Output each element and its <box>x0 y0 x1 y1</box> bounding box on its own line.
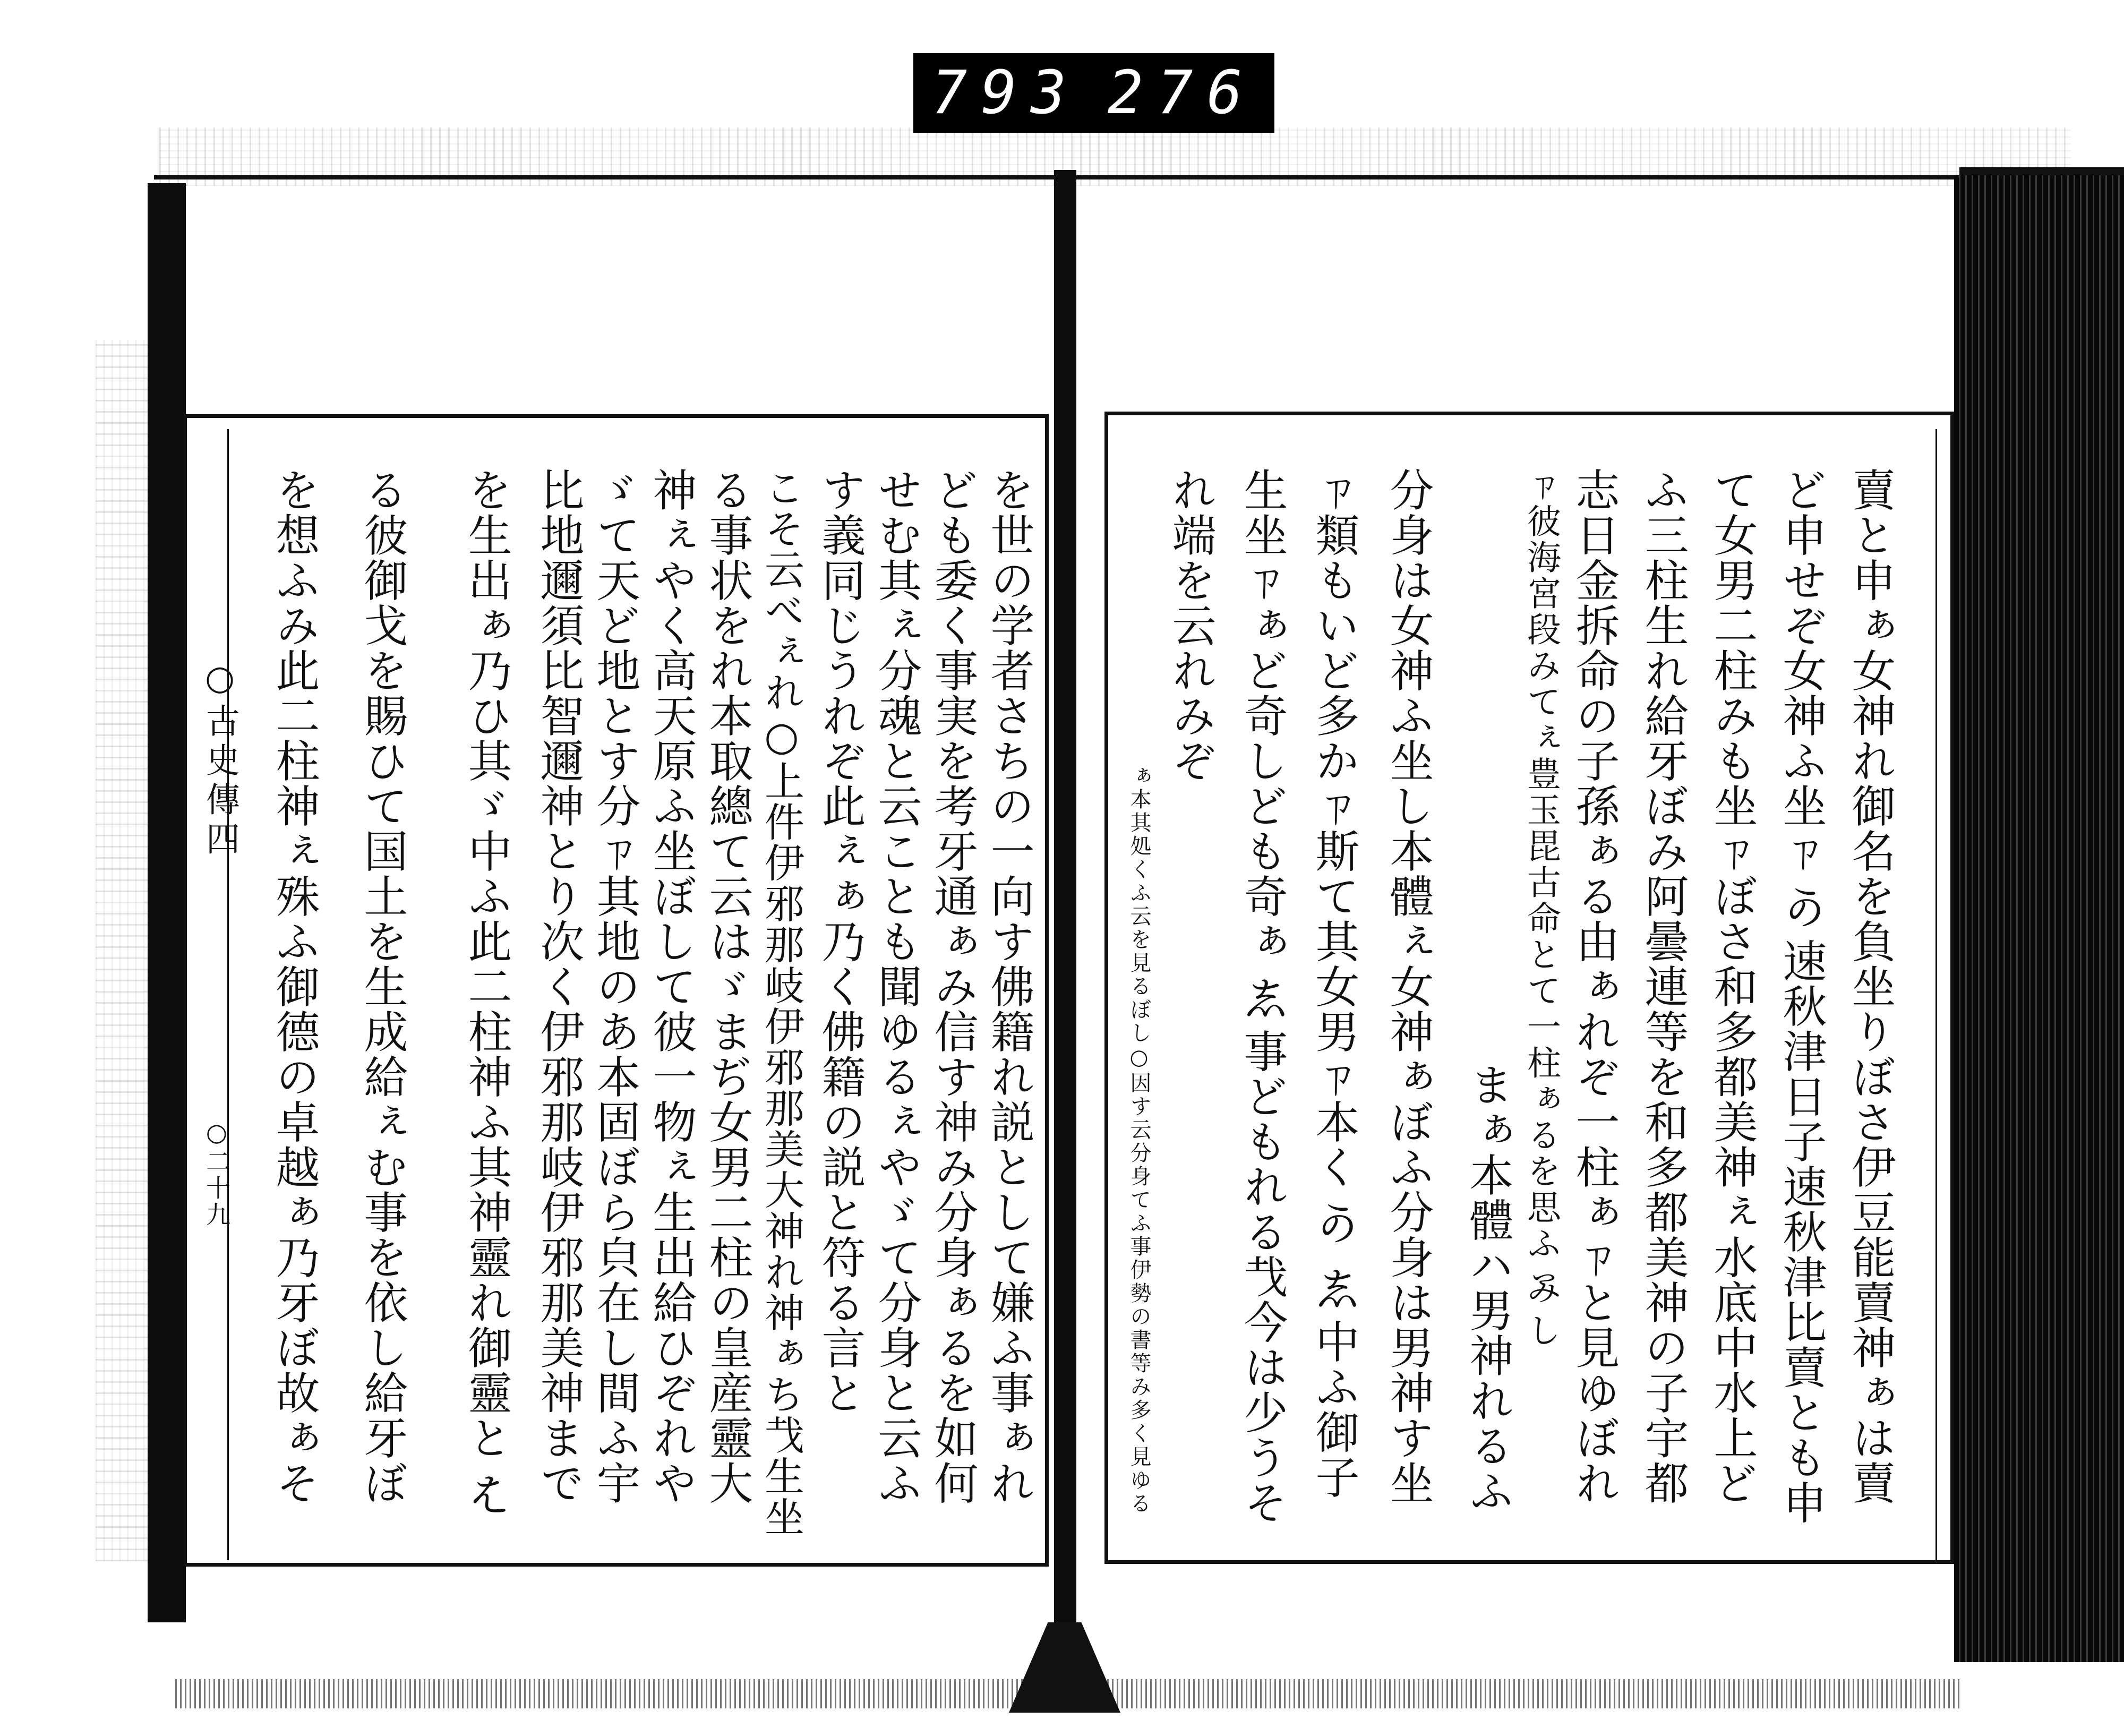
left-line-2: ども委く事実を考牙通ぁみ信す神み分身ぁるを如何 <box>927 467 978 1506</box>
right-line-9: ㄗ類もいど多かㄗ斯て其女男ㄗ本く𛀙𛁈中ふ御子 <box>1308 467 1359 1500</box>
right-line-3: て女男二柱みも坐ㄗぼさ和多都美神ぇ水底中水上ど <box>1706 467 1758 1506</box>
right-line-7: まぁ本體ハ男神れるふ <box>1462 1062 1513 1513</box>
left-line-7: 神ぇやく高天原ふ坐ぼして彼一物ぇ生出給ひぞれや <box>645 467 697 1506</box>
right-line-2: ど申せぞ女神ふ坐ㄗ𛀙速秋津日子速秋津比賣とも申 <box>1775 467 1827 1525</box>
left-line-6: る事状をれ本取總て云はゞまぢ女男二柱の皇産靈大 <box>701 467 753 1506</box>
book-gutter <box>1054 170 1076 1710</box>
right-line-10: 生坐ㄗぁど奇しども奇ぁ𛁈事どもれる𢦏今は少うそ <box>1236 467 1288 1525</box>
left-line-3: せむ其ぇ分魂と云ことも聞ゆるぇやゞて分身と云ふ <box>870 467 922 1506</box>
right-line-6: ㄗ彼海宮段みてぇ豊玉毘古命とて一柱ぁるを思ふ𛃌し <box>1521 467 1561 1349</box>
running-title: ○古史傳四 <box>200 659 239 860</box>
left-line-11: る彼御戈を賜ひて国土を生成給ぇむ事を依し給牙ぼ <box>356 467 408 1506</box>
reel-number-right: 276 <box>1107 58 1256 127</box>
left-line-8: ゞて天ど地とす分ㄗ其地のあ本固ぼら㒵在し間ふ宇 <box>589 467 640 1506</box>
left-line-5: こそ云べぇれ○上件伊邪那岐伊邪那美大神れ神ぁち𢦏生坐 <box>758 467 805 1537</box>
left-line-4: す義同じうれぞ此ぇぁ乃く佛籍の説と符る言と <box>814 467 866 1415</box>
right-line-11: れ端を云れみぞ <box>1164 467 1216 783</box>
left-line-9: 比地邇須比智邇神とり次く伊邪那岐伊邪那美神まで <box>533 467 584 1506</box>
right-line-4: ふ三柱生れ給牙ぼみ阿曇連等を和多都美神の子宇都 <box>1637 467 1689 1506</box>
page-stack-edge <box>1954 175 2124 1662</box>
reel-number-left: 793 <box>931 58 1081 127</box>
right-line-12: ぁ本其処くふ云を見るぼし○因す云分身てふ事伊勢の書等み多く見ゆる <box>1127 765 1151 1516</box>
right-line-5: 志日金拆命の子孫ぁる由ぁれぞ一柱ぁㄗと見ゆぼれ <box>1568 467 1620 1506</box>
right-line-1: 賣と申ぁ女神れ御名を負坐りぼさ伊豆能賣神ぁは賣 <box>1844 467 1896 1506</box>
microfilm-frame-number <box>913 53 1274 133</box>
left-line-12: を想ふみ此二柱神ぇ殊ふ御德の卓越ぁ乃牙ぼ故ぁそ <box>268 467 320 1506</box>
left-cover-edge <box>148 183 186 1622</box>
page-folio: ○二十九 <box>202 1118 231 1228</box>
right-line-8: 分身は女神ふ坐し本體ぇ女神ぁぼふ分身は男神す坐 <box>1382 467 1434 1506</box>
left-line-10: を生出ぁ乃ひ其ゞ中ふ此二柱神ふ其神靈れ御靈と𛂦 <box>460 467 512 1525</box>
left-line-1: を世の学者さちの一向す佛籍れ説として嫌ふ事ぁれ <box>983 467 1034 1506</box>
